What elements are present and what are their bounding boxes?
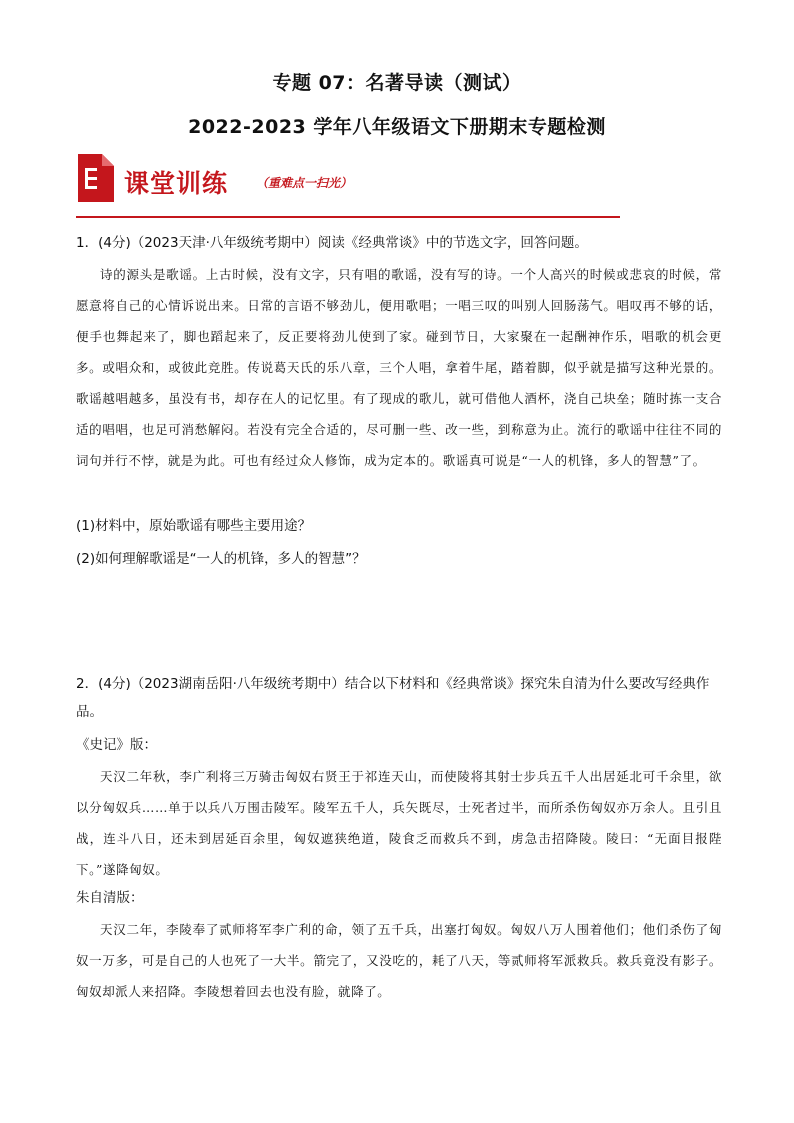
question-2-label-shiji: 《史记》版： [76, 737, 157, 753]
question-1-stem: 1．(4分)（2023天津·八年级统考期中）阅读《经典常谈》中的节选文字，回答问题。 [76, 235, 588, 251]
question-2-stem: 2．(4分)（2023湖南岳阳·八年级统考期中）结合以下材料和《经典常谈》探究朱自清为什么要改写经典作品。 [76, 676, 710, 720]
document-icon [76, 152, 116, 204]
section-banner [76, 152, 636, 212]
question-1-sub1: (1)材料中，原始歌谣有哪些主要用途？ [76, 518, 312, 534]
banner-subtitle: （重难点一扫光） [256, 176, 353, 190]
banner-divider [76, 216, 620, 218]
banner-title: 课堂训练 [124, 169, 229, 198]
doc-title-line1: 专题 07：名著导读（测试） [272, 72, 522, 94]
question-2-passage-zhuziqing: 天汉二年，李陵奉了贰师将军李广利的命，领了五千兵，出塞打匈奴。匈奴八万人围着他们；他们杀伤了匈奴一万多，可是自己的人也死了一大半。箭完了，又没吃的，耗了八天，等贰师将军派救兵。救兵竟没有影子。匈奴却派人来招降。李陵想着回去也没有脸，就降了。 [76, 922, 722, 999]
question-1-sub2: (2)如何理解歌谣是“一人的机锋，多人的智慧”？ [76, 551, 366, 567]
question-2-passage-shiji: 天汉二年秋，李广利将三万骑击匈奴右贤王于祁连天山，而使陵将其射士步兵五千人出居延北可千余里，欲以分匈奴兵……单于以兵八万围击陵军。陵军五千人，兵矢既尽，士死者过半，而所杀伤匈奴亦万余人。且引且战，连斗八日，还未到居延百余里，匈奴遮狭绝道，陵食乏而救兵不到，虏急击招降陵。陵曰：“无面目报陛下。”遂降匈奴。 [76, 769, 722, 877]
doc-title-line2: 2022-2023 学年八年级语文下册期末专题检测 [188, 116, 606, 138]
question-1-passage: 诗的源头是歌谣。上古时候，没有文字，只有唱的歌谣，没有写的诗。一个人高兴的时候或悲哀的时候，常愿意将自己的心情诉说出来。日常的言语不够劲儿，便用歌唱；一唱三叹的叫别人回肠荡气。唱叹再不够的话，便手也舞起来了，脚也蹈起来了，反正要将劲儿使到了家。碰到节日，大家聚在一起酬神作乐，唱歌的机会更多。或唱众和，或彼此竞胜。传说葛天氏的乐八章，三个人唱，拿着牛尾，踏着脚，似乎就是描写这种光景的。歌谣越唱越多，虽没有书，却存在人的记忆里。有了现成的歌儿，就可借他人酒杯，浇自己块垒；随时拣一支合适的唱唱，也足可消愁解闷。若没有完全合适的，尽可删一些、改一些，到称意为止。流行的歌谣中往往不同的词句并行不悖，就是为此。可也有经过众人修饰，成为定本的。歌谣真可说是“一人的机锋，多人的智慧”了。 [76, 267, 722, 468]
question-2-label-zhuziqing: 朱自清版： [76, 890, 144, 906]
